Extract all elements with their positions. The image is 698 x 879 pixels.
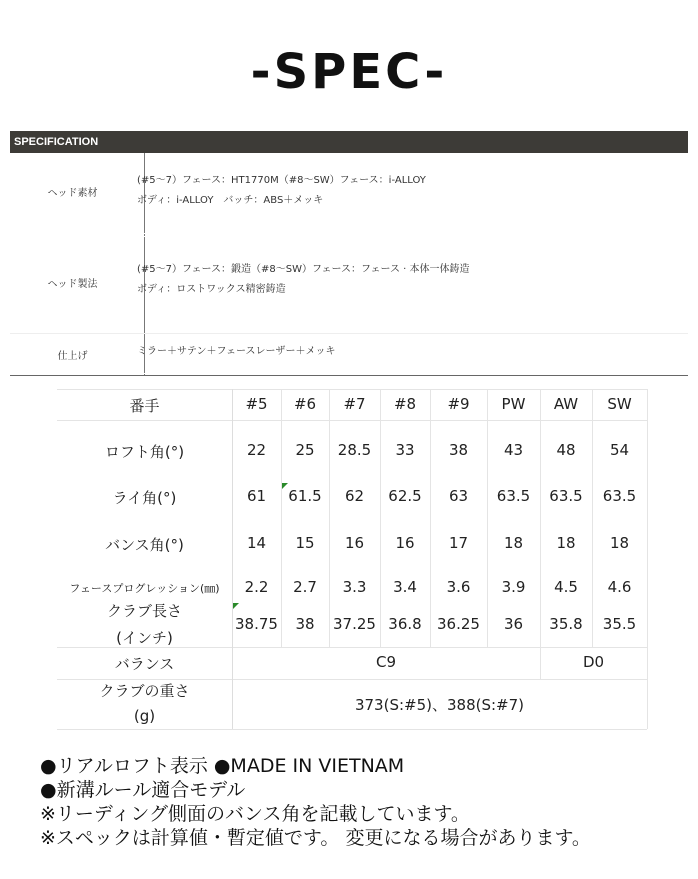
column-header: #6	[293, 395, 317, 413]
table-cell: 37.25	[333, 615, 376, 633]
spec-label: ヘッド素材	[47, 188, 98, 199]
column-header: #8	[393, 395, 417, 413]
row-label-balance: バランス	[114, 655, 175, 673]
spec-value-line: (#5～7）フェース：鍛造（#8～SW）フェース：フェース · 本体一体鋳造	[137, 264, 470, 275]
note-line: ●新溝ルール適合モデル	[40, 779, 246, 801]
table-cell: 18	[556, 534, 576, 552]
note-line: ●リアルロフト表示 ●MADE IN VIETNAM	[40, 755, 405, 777]
balance-value-d0: D0	[582, 653, 605, 671]
table-cell: 14	[246, 534, 267, 552]
table-cell: 33	[395, 441, 415, 459]
column-header: AW	[553, 395, 579, 413]
table-cell: 38.75	[235, 615, 278, 633]
spec-label: 仕上げ	[57, 351, 88, 362]
table-cell: 3.6	[446, 578, 471, 596]
table-cell: 48	[556, 441, 576, 459]
balance-value-c9: C9	[375, 653, 397, 671]
table-cell: 63.5	[496, 487, 531, 505]
table-cell: 18	[609, 534, 630, 552]
note-line: ※リーディング側面のバンス角を記載しています。	[40, 803, 470, 825]
table-cell: 54	[609, 441, 630, 459]
table-cell: 35.5	[602, 615, 637, 633]
row-label-bounce: バンス角(°)	[105, 536, 184, 554]
table-cell: 3.4	[393, 578, 417, 596]
row-label-weight-unit: (g)	[133, 707, 156, 725]
table-cell: 3.9	[501, 578, 526, 596]
column-header: #5	[245, 395, 268, 413]
table-cell: 3.3	[342, 578, 367, 596]
table-cell: 2.2	[244, 578, 269, 596]
specification-table	[10, 153, 688, 362]
row-label-length-unit: (インチ)	[116, 629, 173, 647]
table-cell: 15	[295, 534, 315, 552]
table-cell: 38	[295, 615, 315, 633]
table-cell: 4.6	[607, 578, 632, 596]
spec-row-finish	[10, 337, 688, 374]
table-cell: 28.5	[337, 441, 372, 459]
row-label-length: クラブ長さ	[106, 602, 182, 620]
column-header: SW	[607, 395, 632, 413]
weight-value: 373(S:#5)、388(S:#7)	[354, 696, 525, 714]
row-label-face-progression: フェースプログレッション(㎜)	[69, 582, 220, 595]
note-line: ※スペックは計算値・暫定値です。 変更になる場合があります。	[40, 827, 591, 849]
spec-value-line: ミラー＋サテン＋フェースレーザー＋メッキ	[137, 346, 336, 357]
spec-row-head-method	[10, 243, 688, 334]
table-cell: 35.8	[549, 615, 583, 633]
table-cell: 36.8	[388, 615, 422, 633]
spec-value-line: ボディ：i-ALLOY バッチ：ABS＋メッキ	[137, 195, 324, 206]
table-cell: 63	[448, 487, 469, 505]
table-cell: 63.5	[602, 487, 637, 505]
spec-row-head-material	[10, 153, 688, 234]
spec-label: ヘッド製法	[47, 279, 98, 290]
table-cell: 61	[246, 487, 267, 505]
column-header: #9	[447, 395, 470, 413]
table-cell: 18	[503, 534, 524, 552]
table-cell: 43	[503, 441, 524, 459]
column-label-club: 番手	[129, 397, 160, 415]
table-cell: 36	[503, 615, 524, 633]
table-cell: 61.5	[288, 487, 322, 505]
notes	[40, 754, 591, 850]
table-cell: 22	[246, 441, 267, 459]
page-title: -SPEC-	[250, 44, 448, 100]
table-cell: 4.5	[554, 578, 578, 596]
specification-header: SPECIFICATION	[10, 131, 688, 153]
row-label-lie: ライ角(°)	[112, 489, 177, 507]
row-label-weight: クラブの重さ	[99, 682, 190, 700]
table-cell: 62	[344, 487, 365, 505]
table-cell: 63.5	[549, 487, 583, 505]
table-cell: 38	[448, 441, 469, 459]
table-cell: 17	[448, 534, 469, 552]
spec-value-line: ボディ：ロストワックス精密鋳造	[137, 284, 286, 295]
marker-triangle	[233, 603, 239, 609]
spec-value-line: (#5～7）フェース：HT1770M（#8～SW）フェース：i-ALLOY	[137, 175, 426, 186]
table-cell: 36.25	[437, 615, 480, 633]
table-cell: 25	[295, 441, 315, 459]
row-label-loft: ロフト角(°)	[104, 443, 185, 461]
table-cell: 16	[395, 534, 415, 552]
column-header: PW	[501, 395, 526, 413]
table-cell: 16	[344, 534, 365, 552]
table-cell: 2.7	[293, 578, 317, 596]
column-header: #7	[343, 395, 366, 413]
table-cell: 62.5	[388, 487, 422, 505]
